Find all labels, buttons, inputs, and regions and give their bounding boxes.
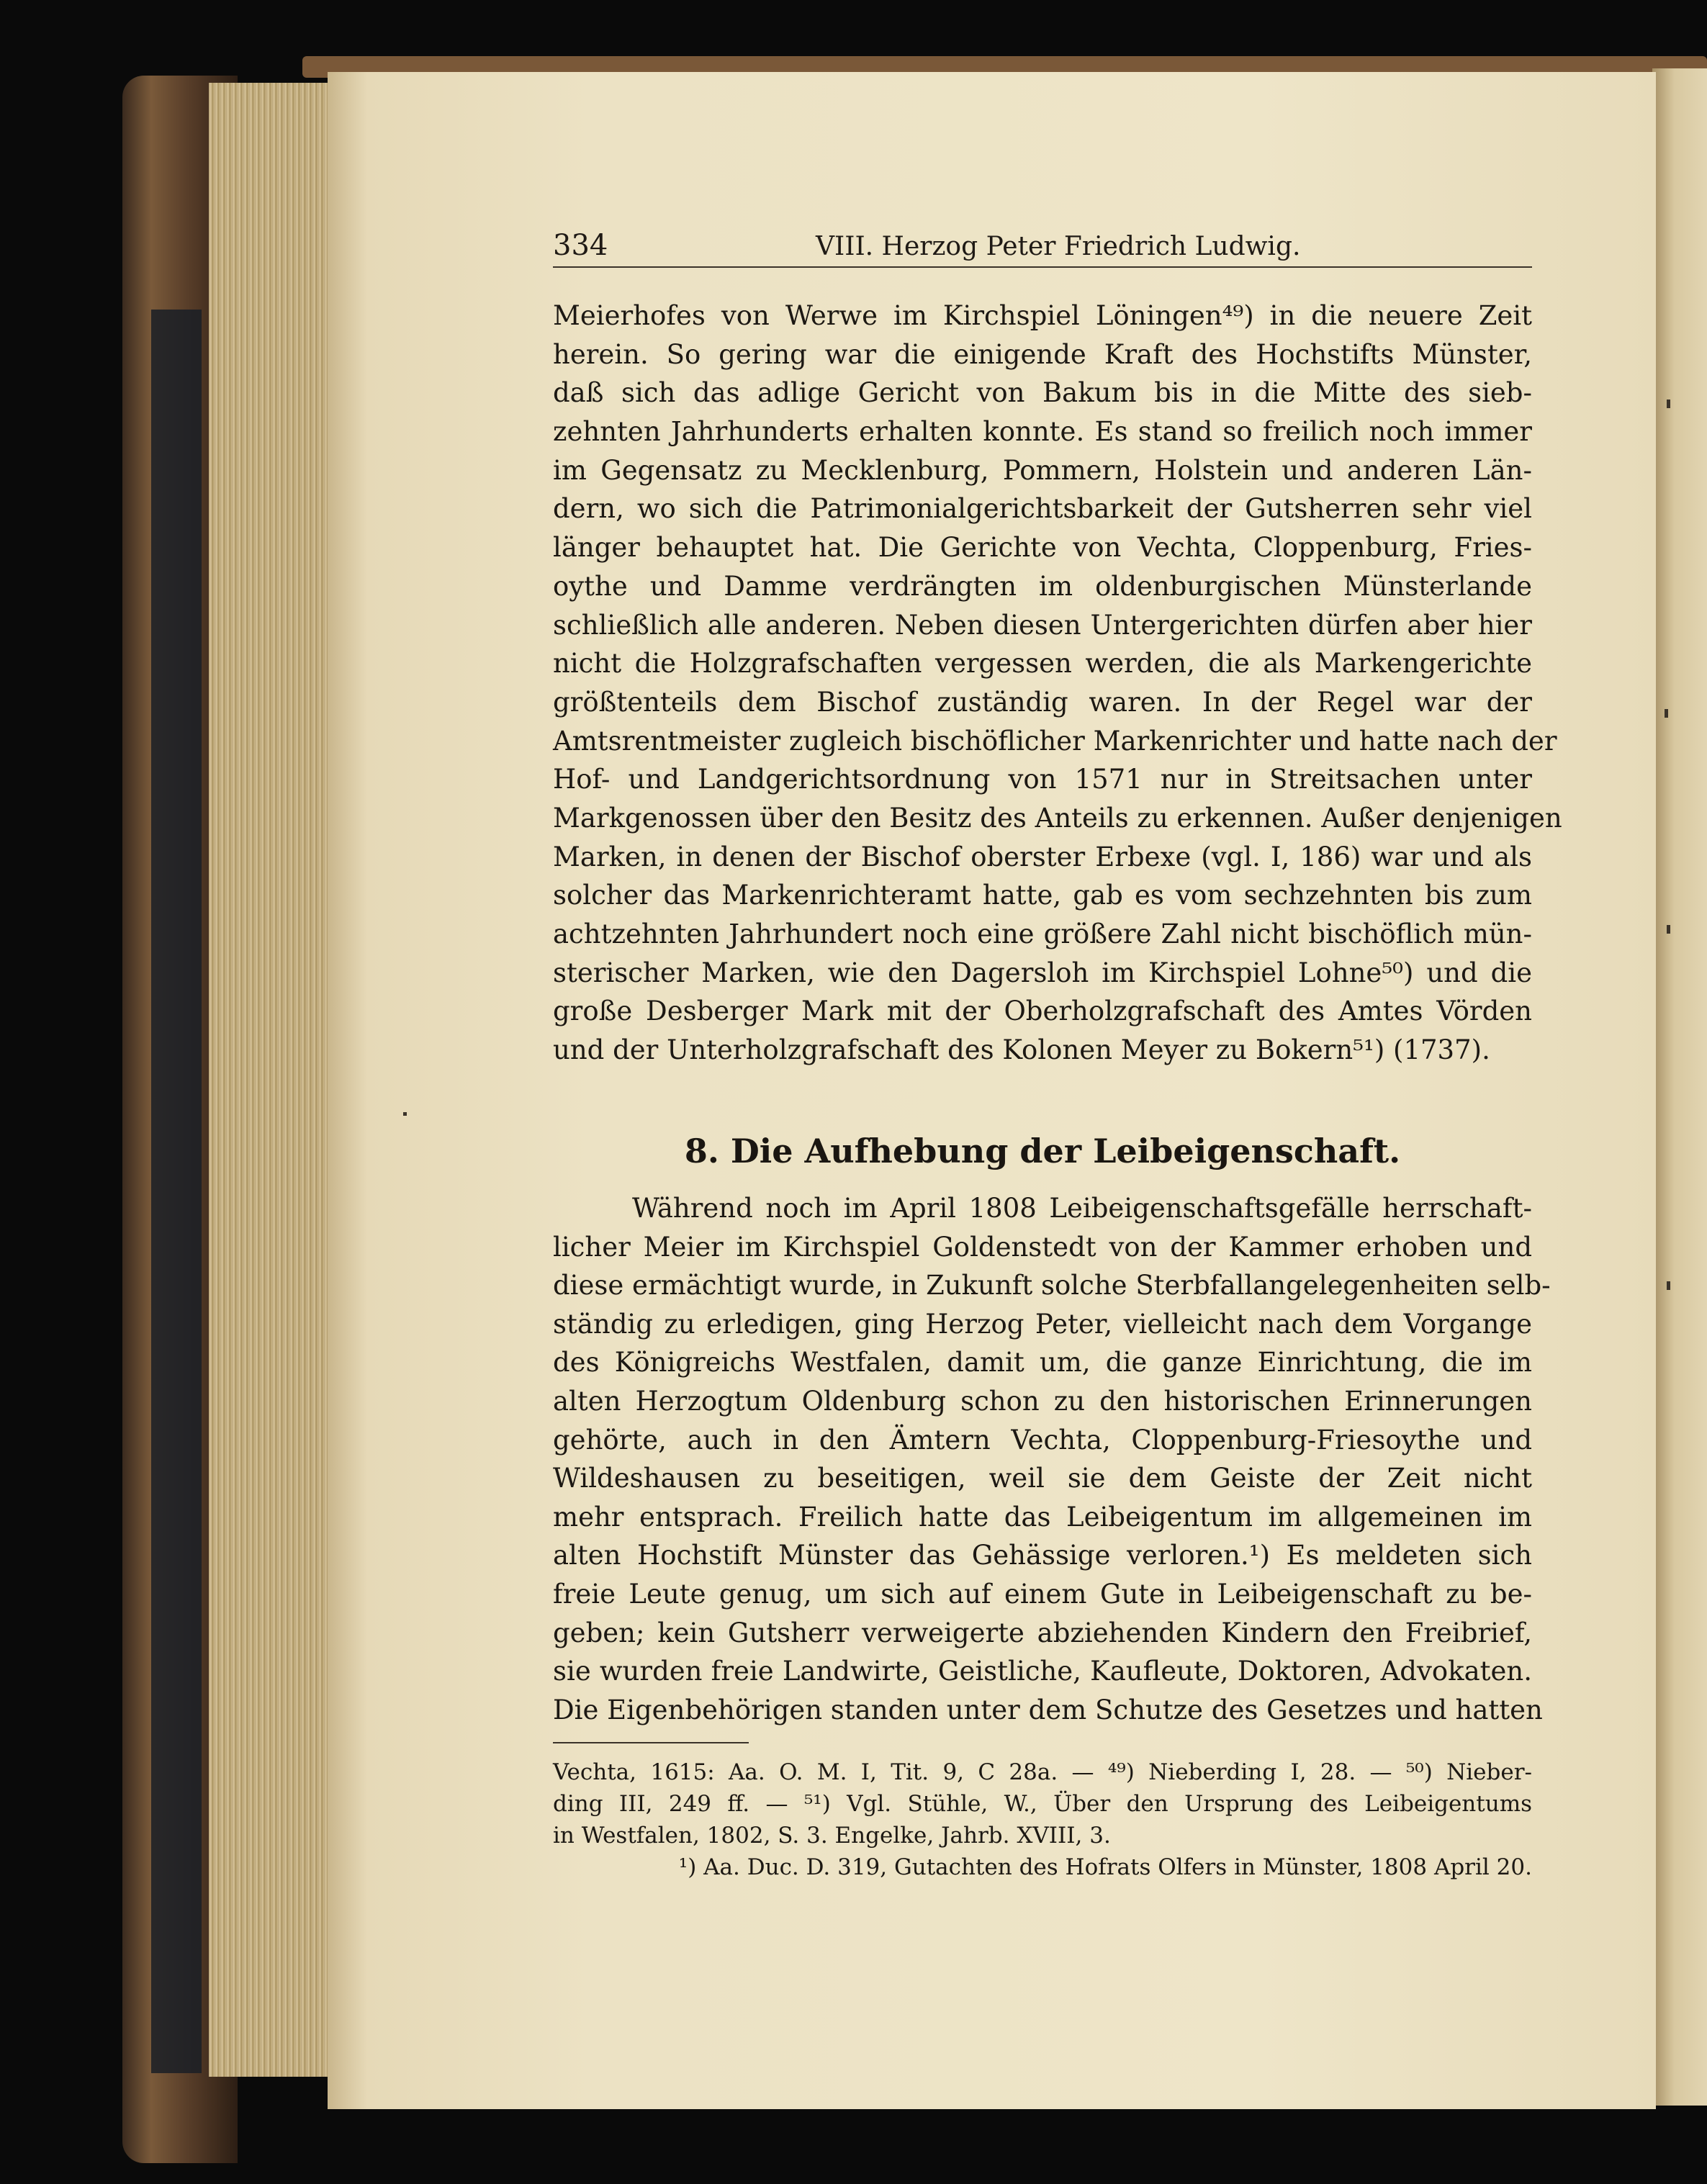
text-line: Marken, in denen der Bischof oberster Erbexe (vgl. I, 186) war und als [553, 841, 1532, 872]
text-line: sterischer Marken, wie den Dagersloh im Kirchspiel Lohne⁵⁰) und die [553, 957, 1532, 988]
text-line: ständig zu erledigen, ging Herzog Peter, vielleicht nach dem Vorgange [553, 1308, 1532, 1340]
body-paragraph [553, 297, 1562, 1070]
section-paragraph [553, 1189, 1551, 1729]
text-line: geben; kein Gutsherr verweigerte abziehenden Kindern den Freibrief, [553, 1617, 1532, 1648]
text-line: zehnten Jahrhunderts erhalten konnte. Es stand so freilich noch immer [553, 416, 1532, 448]
page-header [553, 229, 1532, 268]
text-line: alten Herzogtum Oldenburg schon zu den historischen Erinnerungen [553, 1385, 1532, 1417]
text-line: gehörte, auch in den Ämtern Vechta, Cloppenburg-Friesoythe und [553, 1424, 1532, 1456]
text-line: nicht die Holzgrafschaften vergessen werden, die als Markengerichte [553, 648, 1532, 680]
footnotes [553, 1756, 1532, 1883]
text-line: größtenteils dem Bischof zuständig waren. In der Regel war der [553, 686, 1532, 718]
margin-mark [1665, 709, 1668, 718]
page-number: 334 [553, 229, 608, 262]
spine-cloth [151, 310, 202, 2073]
running-title: VIII. Herzog Peter Friedrich Ludwig. [816, 232, 1301, 261]
text-line: dern, wo sich die Patrimonialgerichtsbarkeit der Gutsherren sehr viel [553, 493, 1532, 525]
text-line: und der Unterholzgrafschaft des Kolonen Meyer zu Bokern⁵¹) (1737). [553, 1034, 1490, 1066]
text-line: im Gegensatz zu Mecklenburg, Pommern, Holstein und anderen Län- [553, 454, 1532, 486]
footnote-line: in Westfalen, 1802, S. 3. Engelke, Jahrb. XVIII, 3. [553, 1823, 1111, 1849]
text-line: daß sich das adlige Gericht von Bakum bis in die Mitte des sieb- [553, 377, 1532, 409]
text-line: licher Meier im Kirchspiel Goldenstedt von der Kammer erhoben und [553, 1231, 1532, 1263]
text-line: schließlich alle anderen. Neben diesen Untergerichten dürfen aber hier [553, 609, 1532, 641]
footnote-line: ¹) Aa. Duc. D. 319, Gutachten des Hofrats Olfers in Münster, 1808 April 20. [678, 1854, 1532, 1880]
text-line: herein. So gering war die einigende Kraft des Hochstifts Münster, [553, 338, 1532, 370]
footnote-line: ding III, 249 ff. — ⁵¹) Vgl. Stühle, W., Über den Ursprung des Leibeigentums [553, 1791, 1532, 1817]
text-line: Meierhofes von Werwe im Kirchspiel Löningen⁴⁹) in die neuere Zeit [553, 300, 1532, 331]
margin-mark [403, 1112, 407, 1116]
text-line: länger behauptet hat. Die Gerichte von Vechta, Cloppenburg, Fries- [553, 532, 1532, 564]
text-line: Wildeshausen zu beseitigen, weil sie dem Geiste der Zeit nicht [553, 1463, 1532, 1494]
text-line: diese ermächtigt wurde, in Zukunft solche Sterbfallangelegenheiten selb- [553, 1270, 1551, 1301]
text-line: achtzehnten Jahrhundert noch eine größere Zahl nicht bischöflich mün- [553, 919, 1532, 949]
text-line: sie wurden freie Landwirte, Geistliche, Kaufleute, Doktoren, Advokaten. [553, 1656, 1532, 1687]
margin-mark [1667, 1281, 1670, 1290]
text-line: Amtsrentmeister zugleich bischöflicher Markenrichter und hatte nach der [553, 725, 1557, 757]
text-line: alten Hochstift Münster das Gehässige verloren.¹) Es meldeten sich [553, 1540, 1532, 1571]
text-line: freie Leute genug, um sich auf einem Gute in Leibeigenschaft zu be- [553, 1578, 1532, 1610]
footnote-rule [553, 1742, 749, 1743]
next-page-edge [1652, 68, 1707, 2106]
text-line: des Königreichs Westfalen, damit um, die ganze Einrichtung, die im [553, 1347, 1532, 1378]
text-line: solcher das Markenrichteramt hatte, gab es vom sechzehnten bis zum [553, 880, 1532, 911]
text-line: Während noch im April 1808 Leibeigenschaftsgefälle herrschaft- [632, 1193, 1532, 1224]
margin-mark [1667, 925, 1670, 934]
footnote-line: Vechta, 1615: Aa. O. M. I, Tit. 9, C 28a. — ⁴⁹) Nieberding I, 28. — ⁵⁰) Nieber- [553, 1759, 1532, 1785]
text-line: Die Eigenbehörigen standen unter dem Schutze des Gesetzes und hatten [553, 1694, 1543, 1725]
text-line: Markgenossen über den Besitz des Anteils zu erkennen. Außer denjenigen [553, 802, 1562, 834]
text-line: große Desberger Mark mit der Oberholzgrafschaft des Amtes Vörden [553, 996, 1532, 1027]
page-edges [209, 83, 335, 2077]
section-heading: 8. Die Aufhebung der Leibeigenschaft. [684, 1132, 1401, 1170]
text-line: oythe und Damme verdrängten im oldenburgischen Münsterlande [553, 570, 1532, 602]
text-line: mehr entsprach. Freilich hatte das Leibeigentum im allgemeinen im [553, 1501, 1532, 1533]
text-line: Hof- und Landgerichtsordnung von 1571 nur in Streitsachen unter [553, 764, 1532, 795]
margin-mark [1667, 400, 1670, 408]
